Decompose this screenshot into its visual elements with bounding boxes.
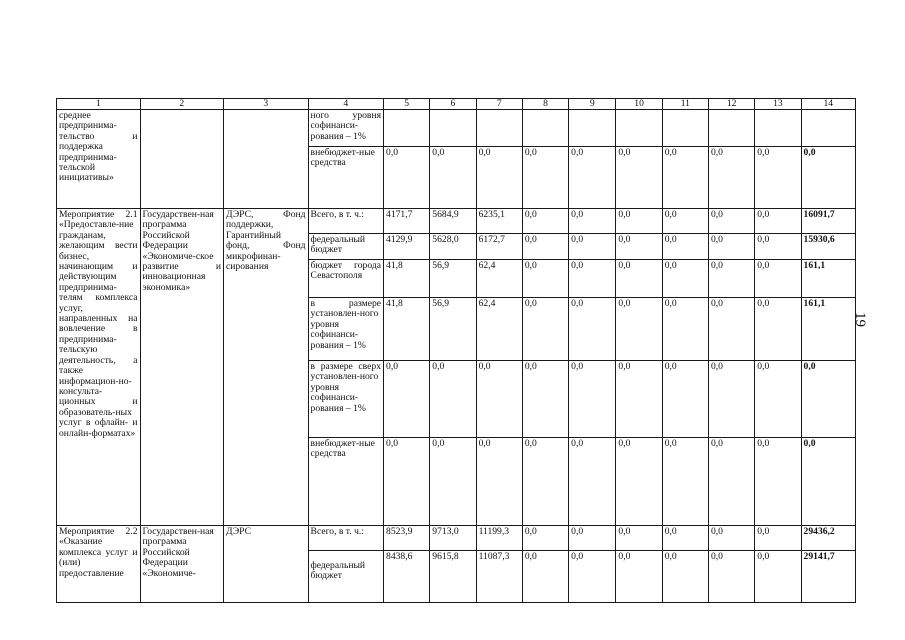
value-cell: 0,0 bbox=[569, 298, 616, 361]
value-cell: 0,0 bbox=[662, 361, 708, 438]
value-cell: 0,0 bbox=[662, 298, 708, 361]
funding-source-cell: внебюджет-ные средства bbox=[308, 438, 383, 526]
value-cell: 4171,7 bbox=[384, 209, 430, 234]
value-cell: 0,0 bbox=[384, 147, 430, 209]
header-cell: 8 bbox=[522, 99, 568, 110]
header-cell: 13 bbox=[755, 99, 801, 110]
value-cell: 11087,3 bbox=[476, 551, 522, 603]
value-cell: 0,0 bbox=[522, 147, 568, 209]
value-cell: 0,0 bbox=[662, 438, 708, 526]
header-row bbox=[57, 99, 856, 110]
total-cell: 15930,6 bbox=[801, 234, 855, 260]
value-cell: 0,0 bbox=[662, 234, 708, 260]
table-row bbox=[57, 526, 856, 551]
executor-cell: ДЭРС, Фонд поддержки, Гарантийный фонд, Фонд микрофинан-сирования bbox=[224, 209, 309, 526]
value-cell: 0,0 bbox=[708, 147, 754, 209]
funding-source-cell: Всего, в т. ч.: bbox=[308, 209, 383, 234]
total-cell: 0,0 bbox=[801, 147, 855, 209]
value-cell: 0,0 bbox=[662, 526, 708, 551]
total-cell: 16091,7 bbox=[801, 209, 855, 234]
value-cell: 0,0 bbox=[569, 234, 616, 260]
value-cell: 0,0 bbox=[616, 260, 662, 298]
total-cell: 0,0 bbox=[801, 361, 855, 438]
funding-source-cell: ного уровня софинанси-рования – 1% bbox=[308, 110, 383, 147]
funding-source-cell: федеральный бюджет bbox=[308, 551, 383, 603]
value-cell: 0,0 bbox=[755, 298, 801, 361]
total-cell: 161,1 bbox=[801, 260, 855, 298]
value-cell bbox=[522, 110, 568, 147]
value-cell: 0,0 bbox=[708, 551, 754, 603]
header-cell: 11 bbox=[662, 99, 708, 110]
value-cell: 0,0 bbox=[708, 209, 754, 234]
header-cell: 5 bbox=[384, 99, 430, 110]
executor-cell: ДЭРС bbox=[224, 526, 309, 603]
header-cell: 4 bbox=[308, 99, 383, 110]
value-cell: 6172,7 bbox=[476, 234, 522, 260]
total-cell: 0,0 bbox=[801, 438, 855, 526]
value-cell: 0,0 bbox=[522, 209, 568, 234]
value-cell: 0,0 bbox=[569, 551, 616, 603]
value-cell: 0,0 bbox=[616, 234, 662, 260]
value-cell: 0,0 bbox=[662, 147, 708, 209]
value-cell: 62,4 bbox=[476, 260, 522, 298]
header-cell: 1 bbox=[57, 99, 141, 110]
value-cell bbox=[616, 110, 662, 147]
value-cell: 0,0 bbox=[522, 260, 568, 298]
value-cell: 0,0 bbox=[522, 234, 568, 260]
funding-source-cell: в размере установлен-ного уровня софинанси-рования – 1% bbox=[308, 298, 383, 361]
value-cell: 5684,9 bbox=[430, 209, 476, 234]
value-cell bbox=[755, 110, 801, 147]
value-cell: 8438,6 bbox=[384, 551, 430, 603]
header-cell: 9 bbox=[569, 99, 616, 110]
value-cell: 0,0 bbox=[569, 526, 616, 551]
funding-source-cell: внебюджет-ные средства bbox=[308, 147, 383, 209]
value-cell: 0,0 bbox=[476, 361, 522, 438]
header-cell: 3 bbox=[224, 99, 309, 110]
value-cell: 0,0 bbox=[616, 551, 662, 603]
value-cell: 41,8 bbox=[384, 298, 430, 361]
value-cell: 0,0 bbox=[522, 551, 568, 603]
value-cell: 0,0 bbox=[755, 147, 801, 209]
value-cell: 0,0 bbox=[708, 526, 754, 551]
value-cell: 0,0 bbox=[522, 438, 568, 526]
value-cell: 0,0 bbox=[616, 209, 662, 234]
value-cell: 0,0 bbox=[755, 234, 801, 260]
value-cell: 0,0 bbox=[384, 361, 430, 438]
value-cell: 9713,0 bbox=[430, 526, 476, 551]
value-cell: 0,0 bbox=[708, 260, 754, 298]
activity-name-cell: Мероприятие 2.2 «Оказание комплекса услуг и (или) предоставление bbox=[57, 526, 141, 603]
total-cell: 29141,7 bbox=[801, 551, 855, 603]
table-row bbox=[57, 209, 856, 234]
header-cell: 2 bbox=[140, 99, 224, 110]
total-cell: 29436,2 bbox=[801, 526, 855, 551]
program-budget-table bbox=[56, 98, 856, 603]
header-cell: 10 bbox=[616, 99, 662, 110]
funding-source-cell: Всего, в т. ч.: bbox=[308, 526, 383, 551]
value-cell bbox=[708, 110, 754, 147]
value-cell: 0,0 bbox=[476, 147, 522, 209]
activity-name-cell: Мероприятие 2.1 «Предоставле-ние гражданам, желающим вести бизнес, начинающим и действующим предпринима-телям комплекса услуг, направленных на вовлечение в предпринима-тельскую деятельность, а также информацион-но-консульта-ционных и образователь-ных услуг в офлайн- и онлайн-форматах» bbox=[57, 209, 141, 526]
program-cell: Государствен-ная программа Российской Федерации «Экономиче- bbox=[140, 526, 224, 603]
value-cell: 56,9 bbox=[430, 260, 476, 298]
header-cell: 12 bbox=[708, 99, 754, 110]
value-cell: 0,0 bbox=[616, 526, 662, 551]
value-cell: 0,0 bbox=[616, 298, 662, 361]
value-cell: 8523,9 bbox=[384, 526, 430, 551]
value-cell: 0,0 bbox=[569, 147, 616, 209]
value-cell: 0,0 bbox=[755, 526, 801, 551]
page-number: 19 bbox=[852, 312, 868, 327]
value-cell: 0,0 bbox=[616, 147, 662, 209]
value-cell: 0,0 bbox=[569, 361, 616, 438]
value-cell bbox=[569, 110, 616, 147]
value-cell: 0,0 bbox=[616, 438, 662, 526]
table-row bbox=[57, 110, 856, 147]
funding-source-cell: бюджет города Севастополя bbox=[308, 260, 383, 298]
value-cell: 0,0 bbox=[569, 438, 616, 526]
value-cell bbox=[430, 110, 476, 147]
value-cell: 4129,9 bbox=[384, 234, 430, 260]
total-cell: 161,1 bbox=[801, 298, 855, 361]
funding-source-cell: федеральный бюджет bbox=[308, 234, 383, 260]
value-cell bbox=[384, 110, 430, 147]
value-cell: 0,0 bbox=[755, 209, 801, 234]
value-cell: 0,0 bbox=[708, 438, 754, 526]
value-cell: 0,0 bbox=[430, 147, 476, 209]
value-cell: 0,0 bbox=[662, 209, 708, 234]
value-cell: 0,0 bbox=[708, 361, 754, 438]
value-cell: 0,0 bbox=[755, 438, 801, 526]
value-cell: 0,0 bbox=[430, 438, 476, 526]
total-cell bbox=[801, 110, 855, 147]
value-cell: 11199,3 bbox=[476, 526, 522, 551]
program-cell bbox=[140, 110, 224, 209]
value-cell bbox=[476, 110, 522, 147]
page-bottom-margin bbox=[0, 611, 905, 640]
value-cell bbox=[662, 110, 708, 147]
value-cell: 0,0 bbox=[662, 551, 708, 603]
value-cell: 0,0 bbox=[522, 361, 568, 438]
value-cell: 0,0 bbox=[384, 438, 430, 526]
value-cell: 0,0 bbox=[755, 551, 801, 603]
funding-source-cell: в размере сверх установлен-ного уровня софинанси-рования – 1% bbox=[308, 361, 383, 438]
value-cell: 41,8 bbox=[384, 260, 430, 298]
value-cell: 0,0 bbox=[569, 209, 616, 234]
header-cell: 14 bbox=[801, 99, 855, 110]
value-cell: 0,0 bbox=[662, 260, 708, 298]
value-cell: 0,0 bbox=[569, 260, 616, 298]
value-cell: 5628,0 bbox=[430, 234, 476, 260]
value-cell: 0,0 bbox=[476, 438, 522, 526]
value-cell: 0,0 bbox=[708, 298, 754, 361]
value-cell: 6235,1 bbox=[476, 209, 522, 234]
executor-cell bbox=[224, 110, 309, 209]
header-cell: 6 bbox=[430, 99, 476, 110]
value-cell: 56,9 bbox=[430, 298, 476, 361]
value-cell: 0,0 bbox=[755, 361, 801, 438]
header-cell: 7 bbox=[476, 99, 522, 110]
value-cell: 9615,8 bbox=[430, 551, 476, 603]
value-cell: 0,0 bbox=[522, 526, 568, 551]
activity-name-cell: среднее предпринима-тельство и поддержка предпринима-тельской инициативы» bbox=[57, 110, 141, 209]
value-cell: 0,0 bbox=[708, 234, 754, 260]
value-cell: 62,4 bbox=[476, 298, 522, 361]
value-cell: 0,0 bbox=[616, 361, 662, 438]
value-cell: 0,0 bbox=[755, 260, 801, 298]
value-cell: 0,0 bbox=[430, 361, 476, 438]
program-cell: Государствен-ная программа Российской Федерации «Экономиче-ское развитие и инновационная экономика» bbox=[140, 209, 224, 526]
value-cell: 0,0 bbox=[522, 298, 568, 361]
